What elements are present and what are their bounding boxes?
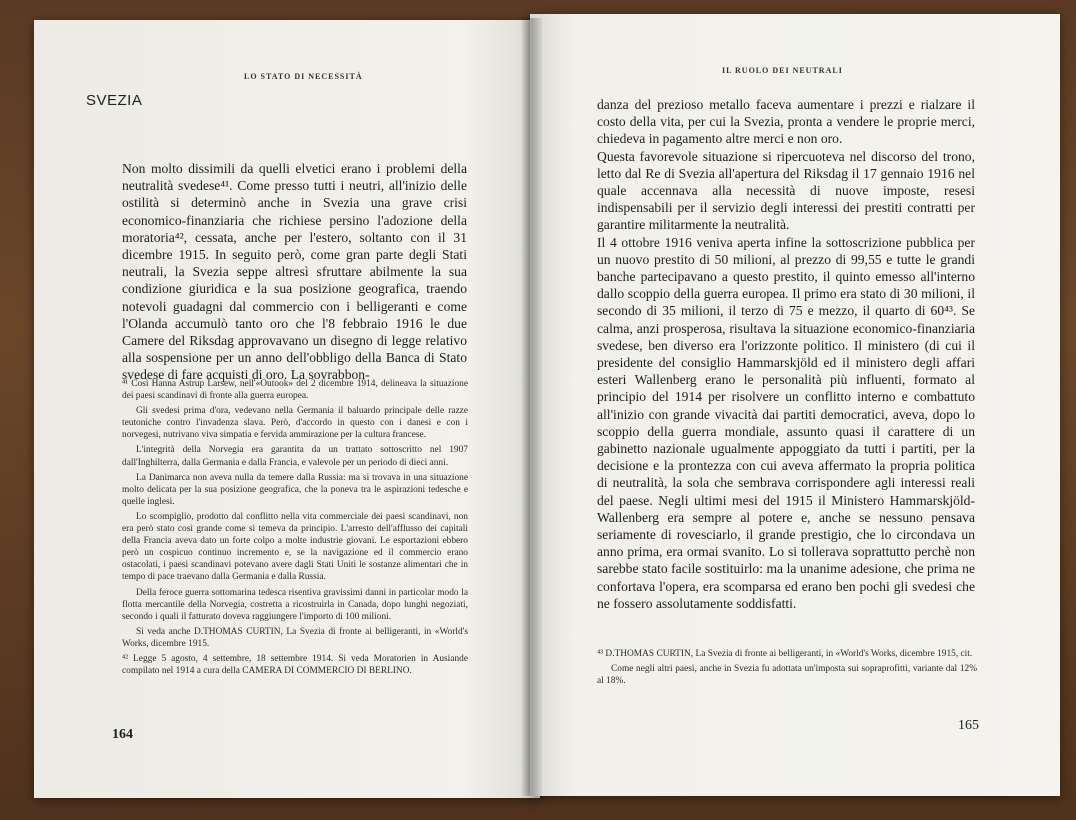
- footnote-paragraph: Come negli altri paesi, anche in Svezia fu adottata un'imposta sui sopraprofitti, variante dal 12% al 18%.: [597, 664, 977, 687]
- body-paragraph: Il 4 ottobre 1916 veniva aperta infine la sottoscrizione pubblica per un nuovo prestito di 50 milioni, al prezzo di 99,55 e tutte le grandi banche partecipavano a questo prestito, il quinto emesso all'interno dallo scoppio della guerra europea. Il primo era stato di 30 milioni, il secondo di 35 milioni, il terzo di 75 e mezzo, il quarto di 60⁴³. Se calma, anzi prosperosa, risultava la situazione economico-finanziaria svedese, ben diverso era l'orizzonte politico. Il ministero (di cui il presidente del consiglio Hammarskjöld ed il ministero degli affari esteri Wallenberg erano le personalità più influenti, formato al principio del 1914 per risolvere un conflitto interno e combattuto all'inizio con grande vivacità dai partiti democratici, aveva, dopo lo scoppio della guerra mondiale, assunto quasi il carattere di un gabinetto nazionale ugualmente appoggiato da tutti i partiti, per la decisione e la prontezza con cui aveva affermato la propria politica di neutralità, la sola che sembrava corrispondere agli interessi reali del paese. Negli ultimi mesi del 1915 il Ministero Hammarskjöld-Wallenberg era sempre al potere e, anche se nessuno pensava seriamente di rovesciarlo, il grande prestigio, che lo circondava un anno prima, era ormai svanito. Lo si tollerava soprattutto perchè non sarebbe stato facile sostituirlo: ma la unanime adesione, che prima ne confortava l'opera, era scomparsa ed erano ben pochi gli svedesi che ne fossero assolutamente soddisfatti.: [597, 234, 975, 611]
- body-paragraph: Questa favorevole situazione si ripercuoteva nel discorso del trono, letto dal Re di Svezia all'apertura del Riksdag il 17 gennaio 1916 nel quale accennava alla necessità di nuove imposte, resesi indispensabili per il servizio degli interessi dei prestiti contratti per garantire militarmente la neutralità.: [597, 148, 975, 233]
- footnote-43: ⁴³ D.THOMAS CURTIN, La Svezia di fronte ai belligeranti, in «World's Works, dicembre 1915, cit.: [597, 649, 973, 659]
- footnote-41: ⁴¹ Così Hanna Astrup Larsew, nell'«Outook» del 2 dicembre 1914, delineava la situazione dei paesi scandinavi di fronte alla guerra europea.: [122, 379, 468, 402]
- book-gutter: [522, 18, 542, 796]
- right-running-head: IL RUOLO DEI NEUTRALI: [722, 66, 843, 75]
- left-footnotes: [122, 378, 468, 680]
- footnote-42: ⁴² Legge 5 agosto, 4 settembre, 18 settembre 1914. Si veda Moratorien in Ausiande compilato nel 1914 a cura della CAMERA DI COMMERCIO DI BERLINO.: [122, 653, 468, 677]
- left-body-text: Non molto dissimili da quelli elvetici erano i problemi della neutralità svedese⁴¹. Come presso tutti i neutri, all'inizio delle ostilità si determinò anche in Svezia una grave crisi economico-finanziaria che richiese persino l'adozione della moratoria⁴², cessata, anche per l'estero, soltanto con il 31 dicembre 1915. In seguito però, come gran parte degli Stati neutrali, la Svezia seppe altresì sfruttare abilmente la sua condizione giuridica e la sua posizione geografica, traendo notevoli guadagni dal commercio con i belligeranti e come l'Olanda accumulò tanto oro che l'8 febbraio 1916 le due Camere del Riksdag approvavano un disegno di legge relativo alla sospensione per un anno dell'obbligo della Banca di Stato svedese di fare acquisti di oro. La sovrabbon-: [122, 161, 467, 383]
- footnote-paragraph: L'integrità della Norvegia era garantita da un trattato sottoscritto nel 1907 dall'Inghilterra, dalla Germania e dalla Francia, e valevole per un periodo di dieci anni.: [122, 445, 468, 468]
- footnote-paragraph: La Danimarca non aveva nulla da temere dalla Russia: ma si trovava in una situazione molto delicata per la sua posizione geografica, che la poneva tra le aspirazioni tedesche e quelle inglesi.: [122, 472, 468, 507]
- right-body-text: [597, 96, 975, 612]
- right-page-number: 165: [958, 718, 979, 733]
- left-page-number: 164: [112, 727, 133, 742]
- right-footnotes: [597, 648, 977, 690]
- footnote-paragraph: Della feroce guerra sottomarina tedesca risentiva gravissimi danni in particolar modo la flotta mercantile della Norvegia, costretta a ricostruirla in Canada, dopo lunghi negoziati, secondo i quali il fatturato doveva raggiungere l'importo di 100 milioni.: [122, 587, 468, 622]
- footnote-paragraph: Gli svedesi prima d'ora, vedevano nella Germania il baluardo principale delle razze teutoniche contro l'invadenza slava. Però, d'accordo in questo con i danesi e con i norvegesi, nutrivano viva simpatia e fervida ammirazione per la cultura francese.: [122, 406, 468, 441]
- section-title: SVEZIA: [86, 92, 143, 109]
- body-paragraph: danza del prezioso metallo faceva aumentare i prezzi e rialzare il costo della vita, per cui la Svezia, pronta a vendere le proprie merci, chiedeva in pagamento altre merci e non oro.: [597, 97, 975, 147]
- footnote-paragraph: Si veda anche D.THOMAS CURTIN, La Svezia di fronte ai belligeranti, in «World's Works, dicembre 1915.: [122, 626, 468, 649]
- footnote-paragraph: Lo scompiglio, prodotto dal conflitto nella vita commerciale dei paesi scandinavi, non era però stato così grande come si temeva da principio. L'arresto dell'afflusso dei capitali della Francia aveva dato un forte colpo a molte industrie giovani. Le esportazioni ebbero però un cospicuo continuo incremento e, se la navigazione ed il commercio erano ostacolati, i paesi scandinavi potevano avere dagli Stati Uniti le sostanze alimentari che in tempo di pace traevano dalla Germania e dalla Russia.: [122, 511, 468, 583]
- left-running-head: LO STATO DI NECESSITÀ: [244, 72, 363, 81]
